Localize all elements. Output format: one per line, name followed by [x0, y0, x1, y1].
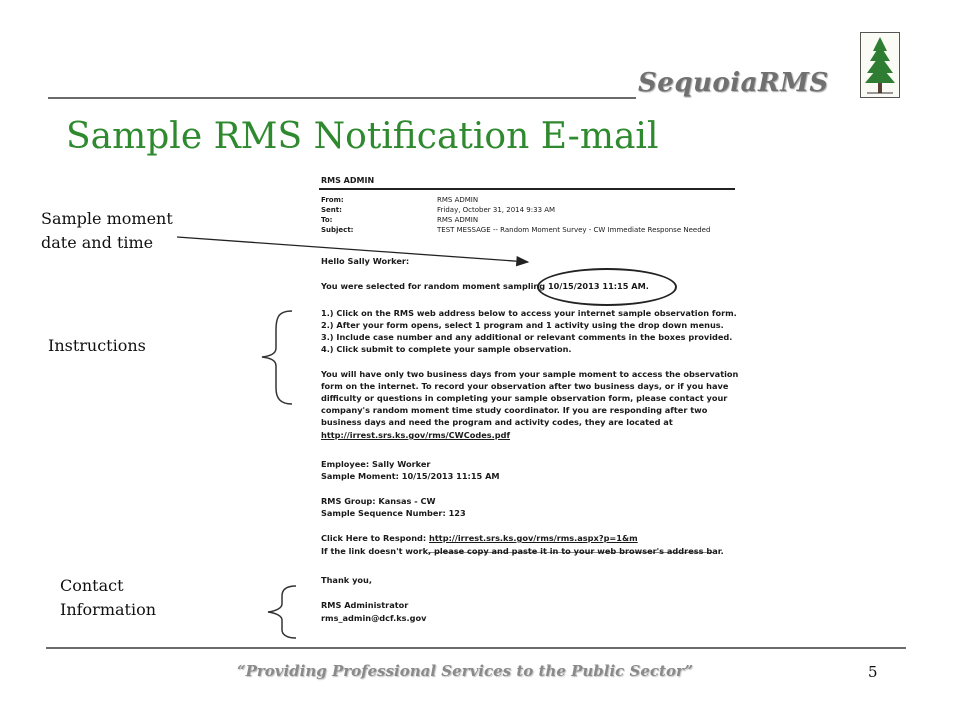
moment-annotation-line2: date and time: [41, 233, 154, 252]
email-from-value: RMS ADMIN: [437, 196, 479, 204]
email-to-value: RMS ADMIN: [437, 216, 479, 224]
contact-annotation-line1: Contact: [60, 576, 124, 595]
email-from-label: From:: [321, 196, 344, 204]
email-body-line: difficulty or questions in completing your sample observation form, please contact your: [321, 393, 728, 403]
email-admin-header: RMS ADMIN: [321, 176, 375, 185]
instructions-brace: [262, 311, 292, 404]
email-signature-title: RMS Administrator: [321, 600, 409, 610]
contact-annotation: [60, 574, 156, 622]
email-sent-value: Friday, October 31, 2014 9:33 AM: [437, 206, 556, 214]
email-body-line: business days and need the program and activity codes, they are located at: [321, 417, 673, 427]
page-number: 5: [868, 663, 878, 681]
email-subject-value: TEST MESSAGE -- Random Moment Survey - CW Immediate Response Needed: [437, 226, 711, 234]
respond-link[interactable]: http://irrest.srs.ks.gov/rms/rms.aspx?p=1&m: [429, 533, 638, 543]
email-link-help: If the link doesn't work, please copy and paste it in to your web browser's address bar.: [321, 546, 724, 556]
email-selected-line: You were selected for random moment sampling 10/15/2013 11:15 AM.: [321, 281, 649, 291]
email-sequence-number: Sample Sequence Number: 123: [321, 508, 466, 518]
email-signature-address[interactable]: rms_admin@dcf.ks.gov: [321, 613, 427, 623]
moment-arrow: [177, 237, 528, 262]
email-employee: Employee: Sally Worker: [321, 459, 431, 469]
email-step-4: 4.) Click submit to complete your sample observation.: [321, 344, 572, 354]
email-rms-group: RMS Group: Kansas - CW: [321, 496, 436, 506]
email-greeting: Hello Sally Worker:: [321, 256, 410, 266]
page-title: Sample RMS Notification E-mail: [66, 116, 659, 157]
footer-rule: [46, 647, 906, 649]
brand-name: SequoiaRMS: [638, 68, 829, 98]
email-step-2: 2.) After your form opens, select 1 program and 1 activity using the drop down menus.: [321, 320, 724, 330]
codes-pdf-link[interactable]: http://irrest.srs.ks.gov/rms/CWCodes.pdf: [321, 430, 511, 440]
email-body-line: form on the internet. To record your observation after two business days, or if you have: [321, 381, 729, 391]
email-sent-label: Sent:: [321, 206, 342, 214]
contact-annotation-line2: Information: [60, 600, 157, 619]
email-sample-moment: Sample Moment: 10/15/2013 11:15 AM: [321, 471, 500, 481]
respond-label: Click Here to Respond:: [321, 533, 427, 543]
email-subject-label: Subject:: [321, 226, 354, 234]
footer-tagline: “Providing Professional Services to the Public Sector”: [236, 662, 694, 680]
email-body-line: You will have only two business days from your sample moment to access the observation: [321, 369, 739, 379]
instructions-annotation: Instructions: [48, 336, 146, 355]
email-thanks: Thank you,: [321, 575, 372, 585]
email-to-label: To:: [321, 216, 333, 224]
email-body-line: company's random moment time study coordinator. If you are responding after two: [321, 405, 708, 415]
email-step-1: 1.) Click on the RMS web address below to access your internet sample observation form.: [321, 308, 737, 318]
moment-annotation: [41, 207, 173, 255]
email-step-3: 3.) Include case number and any additional or relevant comments in the boxes provided.: [321, 332, 733, 342]
contact-brace: [268, 586, 296, 638]
moment-annotation-line1: Sample moment: [41, 209, 173, 228]
